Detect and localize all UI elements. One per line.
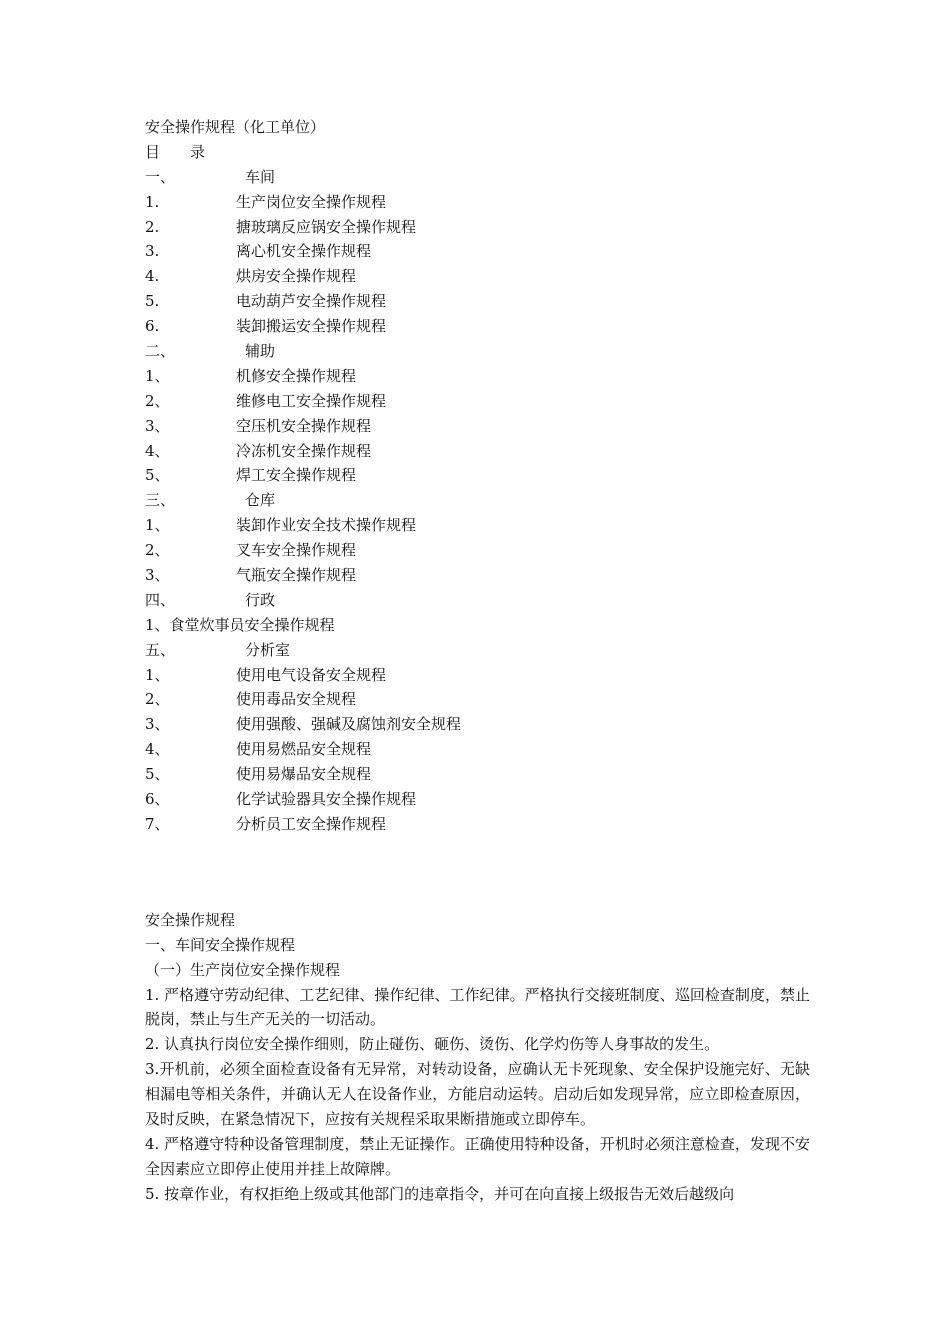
toc-item-text: 气瓶安全操作规程 [236,566,357,585]
toc-item-text: 离心机安全操作规程 [236,242,372,261]
toc-item-text: 空压机安全操作规程 [236,416,372,435]
toc-item [145,364,810,389]
toc-item-text: 机修安全操作规程 [236,366,357,385]
toc-item [145,215,810,240]
toc-number: 二、 [145,342,176,361]
toc-number: 7、 [145,814,170,833]
toc-item-text: 使用电气设备安全规程 [236,665,387,684]
toc-number: 5、 [145,765,170,784]
toc-item [145,613,810,638]
toc-item-text: 分析室 [245,640,291,659]
toc-number: 2、 [145,541,170,560]
toc-number: 2. [145,217,160,236]
toc-number: 1. [145,192,160,211]
toc-item-text: 车间 [245,167,276,186]
toc-item [145,687,810,712]
toc-item [145,439,810,464]
toc-item-text: 焊工安全操作规程 [236,466,357,485]
toc-item [145,563,810,588]
subsection-heading: （一）生产岗位安全操作规程 [145,960,341,979]
toc-item-text: 冷冻机安全操作规程 [236,441,372,460]
toc-item-text: 烘房安全操作规程 [236,267,357,286]
toc-item [145,190,810,215]
toc-item-text: 分析员工安全操作规程 [236,814,387,833]
toc-item-text: 叉车安全操作规程 [236,541,357,560]
toc-section [145,588,810,613]
toc-item-text: 仓库 [245,491,276,510]
toc-item-text: 生产岗位安全操作规程 [236,192,387,211]
toc-item-text: 电动葫芦安全操作规程 [236,292,387,311]
toc-item [145,812,810,837]
body-paragraphs [145,983,810,1207]
toc-section [145,165,810,190]
toc-section [145,638,810,663]
toc-item-text: 使用易燃品安全规程 [236,740,372,759]
toc-item-text: 搪玻璃反应锅安全操作规程 [236,217,417,236]
toc-number: 4. [145,267,160,286]
toc-item [145,737,810,762]
body-paragraph: 5. 按章作业，有权拒绝上级或其他部门的违章指令，并可在向直接上级报告无效后越级向 [145,1184,735,1203]
toc-item-text: 使用毒品安全规程 [236,690,357,709]
toc-item [145,289,810,314]
toc-item [145,712,810,737]
toc-item-text: 装卸搬运安全操作规程 [236,317,387,336]
toc-number: 4、 [145,740,170,759]
section-heading: 一、车间安全操作规程 [145,935,296,954]
toc-item [145,239,810,264]
body-paragraph: 3.开机前，必须全面检查设备有无异常，对转动设备，应确认无卡死现象、安全保护设施完好、无缺相漏电等相关条件，并确认无人在设备作业，方能启动运转。启动后如发现异常，应立即检查原因，及时反映，在紧急情况下，应按有关规程采取果断措施或立即停车。 [145,1060,810,1129]
toc-number: 四、 [145,590,176,609]
toc-item-text: 1、食堂炊事员安全操作规程 [145,615,335,634]
toc-number: 6. [145,317,160,336]
table-of-contents [145,165,810,837]
toc-section [145,488,810,513]
toc-item-text: 维修电工安全操作规程 [236,391,387,410]
toc-item [145,513,810,538]
toc-number: 6、 [145,790,170,809]
toc-item [145,264,810,289]
page-gap [145,837,810,908]
toc-number: 5. [145,292,160,311]
toc-item-text: 使用易爆品安全规程 [236,765,372,784]
toc-item-text: 装卸作业安全技术操作规程 [236,516,417,535]
toc-number: 3. [145,242,160,261]
toc-number: 三、 [145,491,176,510]
toc-number: 3、 [145,566,170,585]
toc-item [145,787,810,812]
body-paragraph: 4. 严格遵守特种设备管理制度，禁止无证操作。正确使用特种设备，开机时必须注意检查，发现不安全因素应立即停止使用并挂上故障牌。 [145,1134,810,1178]
toc-item [145,663,810,688]
toc-item-text: 化学试验器具安全操作规程 [236,790,417,809]
body-paragraph: 1. 严格遵守劳动纪律、工艺纪律、操作纪律、工作纪律。严格执行交接班制度、巡回检查制度，禁止脱岗，禁止与生产无关的一切活动。 [145,985,810,1029]
toc-number: 1、 [145,366,170,385]
toc-item [145,389,810,414]
toc-item [145,414,810,439]
document-title: 安全操作规程（化工单位） [145,118,326,136]
body-paragraph: 2. 认真执行岗位安全操作细则，防止碰伤、砸伤、烫伤、化学灼伤等人身事故的发生。 [145,1035,720,1054]
toc-item [145,314,810,339]
toc-item-text: 使用强酸、强碱及腐蚀剂安全规程 [236,715,462,734]
toc-section [145,339,810,364]
toc-item [145,463,810,488]
body-title: 安全操作规程 [145,910,236,929]
toc-number: 1、 [145,516,170,535]
toc-number: 2、 [145,391,170,410]
toc-heading: 目 录 [145,142,206,161]
toc-number: 5、 [145,466,170,485]
toc-number: 3、 [145,416,170,435]
toc-number: 1、 [145,665,170,684]
toc-number: 一、 [145,167,176,186]
toc-number: 2、 [145,690,170,709]
toc-item-text: 辅助 [245,342,276,361]
toc-number: 五、 [145,640,176,659]
toc-number: 3、 [145,715,170,734]
toc-item-text: 行政 [245,590,276,609]
toc-item [145,538,810,563]
toc-item [145,762,810,787]
document-page [145,115,810,1207]
toc-number: 4、 [145,441,170,460]
